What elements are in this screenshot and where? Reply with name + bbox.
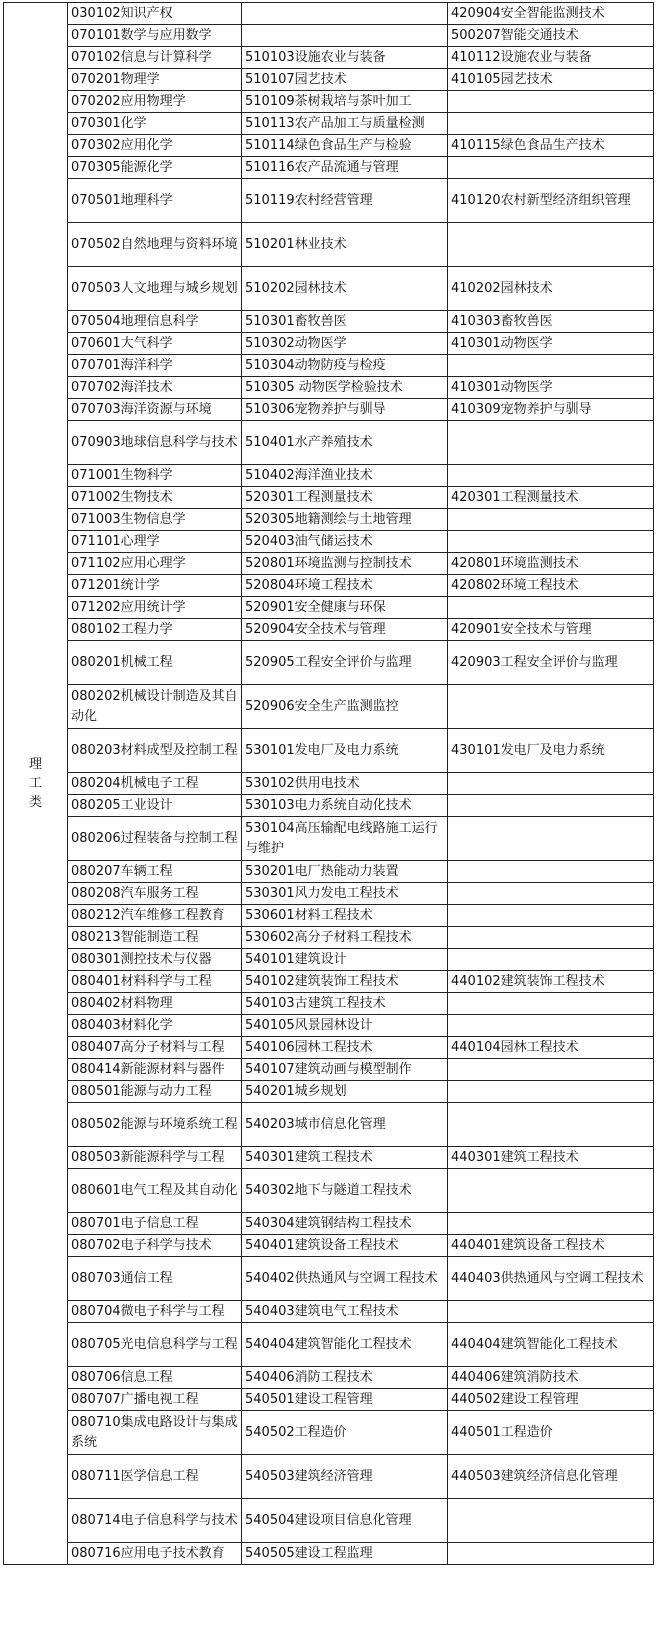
secondary-voc-cell bbox=[448, 157, 654, 179]
table-row bbox=[4, 311, 654, 333]
higher-voc-cell: 540302地下与隧道工程技术 bbox=[242, 1169, 448, 1213]
secondary-voc-cell: 420301工程测量技术 bbox=[448, 487, 654, 509]
undergrad-cell: 080201机械工程 bbox=[68, 641, 242, 685]
undergrad-cell: 080402材料物理 bbox=[68, 993, 242, 1015]
higher-voc-cell: 540404建筑智能化工程技术 bbox=[242, 1323, 448, 1367]
secondary-voc-cell: 440404建筑智能化工程技术 bbox=[448, 1323, 654, 1367]
table-row bbox=[4, 91, 654, 113]
table-row bbox=[4, 1235, 654, 1257]
undergrad-cell: 080710集成电路设计与集成系统 bbox=[68, 1411, 242, 1455]
secondary-voc-cell bbox=[448, 927, 654, 949]
secondary-voc-cell: 420801环境监测技术 bbox=[448, 553, 654, 575]
secondary-voc-cell bbox=[448, 1169, 654, 1213]
table-row bbox=[4, 905, 654, 927]
table-row bbox=[4, 1411, 654, 1455]
higher-voc-cell: 540403建筑电气工程技术 bbox=[242, 1301, 448, 1323]
higher-voc-cell: 540102建筑装饰工程技术 bbox=[242, 971, 448, 993]
higher-voc-cell: 510107园艺技术 bbox=[242, 69, 448, 91]
table-row bbox=[4, 135, 654, 157]
table-row bbox=[4, 861, 654, 883]
higher-voc-cell: 540502工程造价 bbox=[242, 1411, 448, 1455]
undergrad-cell: 080601电气工程及其自动化 bbox=[68, 1169, 242, 1213]
table-row bbox=[4, 3, 654, 25]
higher-voc-cell: 510116农产品流通与管理 bbox=[242, 157, 448, 179]
table-row bbox=[4, 113, 654, 135]
major-mapping-table bbox=[3, 2, 654, 1565]
secondary-voc-cell bbox=[448, 223, 654, 267]
undergrad-cell: 070305能源化学 bbox=[68, 157, 242, 179]
secondary-voc-cell bbox=[448, 905, 654, 927]
table-row bbox=[4, 487, 654, 509]
undergrad-cell: 080206过程装备与控制工程 bbox=[68, 817, 242, 861]
higher-voc-cell: 540101建筑设计 bbox=[242, 949, 448, 971]
undergrad-cell: 080401材料科学与工程 bbox=[68, 971, 242, 993]
secondary-voc-cell: 410309宠物养护与驯导 bbox=[448, 399, 654, 421]
higher-voc-cell: 520301工程测量技术 bbox=[242, 487, 448, 509]
secondary-voc-cell bbox=[448, 1499, 654, 1543]
secondary-voc-cell: 430101发电厂及电力系统 bbox=[448, 729, 654, 773]
undergrad-cell: 080703通信工程 bbox=[68, 1257, 242, 1301]
higher-voc-cell: 540301建筑工程技术 bbox=[242, 1147, 448, 1169]
higher-voc-cell: 540201城乡规划 bbox=[242, 1081, 448, 1103]
higher-voc-cell: 540304建筑钢结构工程技术 bbox=[242, 1213, 448, 1235]
secondary-voc-cell: 410115绿色食品生产技术 bbox=[448, 135, 654, 157]
secondary-voc-cell bbox=[448, 1103, 654, 1147]
higher-voc-cell: 520904安全技术与管理 bbox=[242, 619, 448, 641]
undergrad-cell: 070503人文地理与城乡规划 bbox=[68, 267, 242, 311]
secondary-voc-cell bbox=[448, 597, 654, 619]
undergrad-cell: 080501能源与动力工程 bbox=[68, 1081, 242, 1103]
undergrad-cell: 071002生物技术 bbox=[68, 487, 242, 509]
document-page bbox=[0, 2, 656, 1636]
undergrad-cell: 071001生物科学 bbox=[68, 465, 242, 487]
higher-voc-cell: 510306宠物养护与驯导 bbox=[242, 399, 448, 421]
undergrad-cell: 070201物理学 bbox=[68, 69, 242, 91]
higher-voc-cell: 520901安全健康与环保 bbox=[242, 597, 448, 619]
table-row bbox=[4, 399, 654, 421]
higher-voc-cell: 510304动物防疫与检疫 bbox=[242, 355, 448, 377]
secondary-voc-cell bbox=[448, 509, 654, 531]
higher-voc-cell: 510305 动物医学检验技术 bbox=[242, 377, 448, 399]
secondary-voc-cell: 500207智能交通技术 bbox=[448, 25, 654, 47]
table-row bbox=[4, 157, 654, 179]
table-row bbox=[4, 927, 654, 949]
table-row bbox=[4, 817, 654, 861]
undergrad-cell: 080102工程力学 bbox=[68, 619, 242, 641]
undergrad-cell: 080702电子科学与技术 bbox=[68, 1235, 242, 1257]
higher-voc-cell: 520804环境工程技术 bbox=[242, 575, 448, 597]
secondary-voc-cell: 410301动物医学 bbox=[448, 377, 654, 399]
table-row bbox=[4, 531, 654, 553]
table-row bbox=[4, 795, 654, 817]
category-cell bbox=[4, 3, 68, 1565]
undergrad-cell: 080205工业设计 bbox=[68, 795, 242, 817]
table-row bbox=[4, 553, 654, 575]
undergrad-cell: 070504地理信息科学 bbox=[68, 311, 242, 333]
undergrad-cell: 070101数学与应用数学 bbox=[68, 25, 242, 47]
undergrad-cell: 070903地球信息科学与技术 bbox=[68, 421, 242, 465]
undergrad-cell: 071003生物信息学 bbox=[68, 509, 242, 531]
table-row bbox=[4, 179, 654, 223]
undergrad-cell: 070702海洋技术 bbox=[68, 377, 242, 399]
undergrad-cell: 080301测控技术与仪器 bbox=[68, 949, 242, 971]
secondary-voc-cell: 410120农村新型经济组织管理 bbox=[448, 179, 654, 223]
undergrad-cell: 080213智能制造工程 bbox=[68, 927, 242, 949]
secondary-voc-cell bbox=[448, 1543, 654, 1565]
secondary-voc-cell bbox=[448, 1015, 654, 1037]
secondary-voc-cell: 440102建筑装饰工程技术 bbox=[448, 971, 654, 993]
table-row bbox=[4, 575, 654, 597]
table-row bbox=[4, 1367, 654, 1389]
table-row bbox=[4, 993, 654, 1015]
table-row bbox=[4, 1257, 654, 1301]
table-row bbox=[4, 267, 654, 311]
secondary-voc-cell bbox=[448, 355, 654, 377]
table-row bbox=[4, 1543, 654, 1565]
table-row bbox=[4, 1015, 654, 1037]
table-row bbox=[4, 223, 654, 267]
table-row bbox=[4, 641, 654, 685]
higher-voc-cell: 520801环境监测与控制技术 bbox=[242, 553, 448, 575]
undergrad-cell: 080711医学信息工程 bbox=[68, 1455, 242, 1499]
secondary-voc-cell: 420903工程安全评价与监理 bbox=[448, 641, 654, 685]
higher-voc-cell: 530104高压输配电线路施工运行与维护 bbox=[242, 817, 448, 861]
table-row bbox=[4, 1455, 654, 1499]
secondary-voc-cell bbox=[448, 1213, 654, 1235]
undergrad-cell: 071201统计学 bbox=[68, 575, 242, 597]
higher-voc-cell: 510103设施农业与装备 bbox=[242, 47, 448, 69]
secondary-voc-cell bbox=[448, 1081, 654, 1103]
higher-voc-cell: 520906安全生产监测监控 bbox=[242, 685, 448, 729]
secondary-voc-cell bbox=[448, 773, 654, 795]
higher-voc-cell: 530601材料工程技术 bbox=[242, 905, 448, 927]
secondary-voc-cell bbox=[448, 1059, 654, 1081]
secondary-voc-cell bbox=[448, 685, 654, 729]
undergrad-cell: 080407高分子材料与工程 bbox=[68, 1037, 242, 1059]
higher-voc-cell: 540203城市信息化管理 bbox=[242, 1103, 448, 1147]
secondary-voc-cell bbox=[448, 113, 654, 135]
undergrad-cell: 080706信息工程 bbox=[68, 1367, 242, 1389]
table-row bbox=[4, 465, 654, 487]
table-row bbox=[4, 773, 654, 795]
undergrad-cell: 080202机械设计制造及其自动化 bbox=[68, 685, 242, 729]
undergrad-cell: 070202应用物理学 bbox=[68, 91, 242, 113]
higher-voc-cell: 510119农村经营管理 bbox=[242, 179, 448, 223]
higher-voc-cell: 540106园林工程技术 bbox=[242, 1037, 448, 1059]
secondary-voc-cell bbox=[448, 795, 654, 817]
secondary-voc-cell: 410105园艺技术 bbox=[448, 69, 654, 91]
higher-voc-cell: 540505建设工程监理 bbox=[242, 1543, 448, 1565]
secondary-voc-cell bbox=[448, 1301, 654, 1323]
table-body bbox=[4, 3, 654, 1565]
higher-voc-cell: 530602高分子材料工程技术 bbox=[242, 927, 448, 949]
secondary-voc-cell: 410112设施农业与装备 bbox=[448, 47, 654, 69]
table-row bbox=[4, 1389, 654, 1411]
higher-voc-cell bbox=[242, 25, 448, 47]
undergrad-cell: 070501地理科学 bbox=[68, 179, 242, 223]
higher-voc-cell: 540501建设工程管理 bbox=[242, 1389, 448, 1411]
table-row bbox=[4, 421, 654, 465]
category-label: 理工类 bbox=[28, 757, 42, 810]
table-row bbox=[4, 1081, 654, 1103]
higher-voc-cell: 510202园林技术 bbox=[242, 267, 448, 311]
table-row bbox=[4, 883, 654, 905]
table-row bbox=[4, 1059, 654, 1081]
secondary-voc-cell bbox=[448, 91, 654, 113]
undergrad-cell: 080705光电信息科学与工程 bbox=[68, 1323, 242, 1367]
undergrad-cell: 080212汽车维修工程教育 bbox=[68, 905, 242, 927]
table-row bbox=[4, 1169, 654, 1213]
undergrad-cell: 070703海洋资源与环境 bbox=[68, 399, 242, 421]
table-row bbox=[4, 597, 654, 619]
table-row bbox=[4, 729, 654, 773]
higher-voc-cell: 540504建设项目信息化管理 bbox=[242, 1499, 448, 1543]
table-row bbox=[4, 949, 654, 971]
table-row bbox=[4, 1037, 654, 1059]
undergrad-cell: 070502自然地理与资料环境 bbox=[68, 223, 242, 267]
table-row bbox=[4, 377, 654, 399]
higher-voc-cell: 510302动物医学 bbox=[242, 333, 448, 355]
undergrad-cell: 080716应用电子技术教育 bbox=[68, 1543, 242, 1565]
undergrad-cell: 070701海洋科学 bbox=[68, 355, 242, 377]
table-row bbox=[4, 69, 654, 91]
table-row bbox=[4, 1147, 654, 1169]
higher-voc-cell: 530201电厂热能动力装置 bbox=[242, 861, 448, 883]
table-row bbox=[4, 509, 654, 531]
higher-voc-cell: 510113农产品加工与质量检测 bbox=[242, 113, 448, 135]
undergrad-cell: 070301化学 bbox=[68, 113, 242, 135]
higher-voc-cell: 540401建筑设备工程技术 bbox=[242, 1235, 448, 1257]
table-row bbox=[4, 685, 654, 729]
secondary-voc-cell: 410303畜牧兽医 bbox=[448, 311, 654, 333]
higher-voc-cell: 540107建筑动画与模型制作 bbox=[242, 1059, 448, 1081]
table-row bbox=[4, 1323, 654, 1367]
secondary-voc-cell: 420802环境工程技术 bbox=[448, 575, 654, 597]
secondary-voc-cell: 410202园林技术 bbox=[448, 267, 654, 311]
table-row bbox=[4, 333, 654, 355]
undergrad-cell: 080502能源与环境系统工程 bbox=[68, 1103, 242, 1147]
secondary-voc-cell: 440501工程造价 bbox=[448, 1411, 654, 1455]
table-row bbox=[4, 619, 654, 641]
higher-voc-cell: 520905工程安全评价与监理 bbox=[242, 641, 448, 685]
secondary-voc-cell bbox=[448, 993, 654, 1015]
undergrad-cell: 080203材料成型及控制工程 bbox=[68, 729, 242, 773]
higher-voc-cell: 510201林业技术 bbox=[242, 223, 448, 267]
undergrad-cell: 080714电子信息科学与技术 bbox=[68, 1499, 242, 1543]
secondary-voc-cell: 420901安全技术与管理 bbox=[448, 619, 654, 641]
secondary-voc-cell: 410301动物医学 bbox=[448, 333, 654, 355]
undergrad-cell: 070302应用化学 bbox=[68, 135, 242, 157]
undergrad-cell: 071102应用心理学 bbox=[68, 553, 242, 575]
undergrad-cell: 070102信息与计算科学 bbox=[68, 47, 242, 69]
undergrad-cell: 080701电子信息工程 bbox=[68, 1213, 242, 1235]
secondary-voc-cell bbox=[448, 883, 654, 905]
secondary-voc-cell: 440104园林工程技术 bbox=[448, 1037, 654, 1059]
undergrad-cell: 070601大气科学 bbox=[68, 333, 242, 355]
table-row bbox=[4, 355, 654, 377]
secondary-voc-cell bbox=[448, 421, 654, 465]
higher-voc-cell bbox=[242, 3, 448, 25]
undergrad-cell: 080208汽车服务工程 bbox=[68, 883, 242, 905]
secondary-voc-cell: 440403供热通风与空调工程技术 bbox=[448, 1257, 654, 1301]
higher-voc-cell: 510109茶树栽培与茶叶加工 bbox=[242, 91, 448, 113]
secondary-voc-cell bbox=[448, 949, 654, 971]
secondary-voc-cell: 440301建筑工程技术 bbox=[448, 1147, 654, 1169]
undergrad-cell: 080414新能源材料与器件 bbox=[68, 1059, 242, 1081]
higher-voc-cell: 530101发电厂及电力系统 bbox=[242, 729, 448, 773]
higher-voc-cell: 510402海洋渔业技术 bbox=[242, 465, 448, 487]
higher-voc-cell: 540105风景园林设计 bbox=[242, 1015, 448, 1037]
undergrad-cell: 030102知识产权 bbox=[68, 3, 242, 25]
secondary-voc-cell: 440503建筑经济信息化管理 bbox=[448, 1455, 654, 1499]
undergrad-cell: 071101心理学 bbox=[68, 531, 242, 553]
higher-voc-cell: 510401水产养殖技术 bbox=[242, 421, 448, 465]
secondary-voc-cell: 440502建设工程管理 bbox=[448, 1389, 654, 1411]
table-row bbox=[4, 1499, 654, 1543]
undergrad-cell: 071202应用统计学 bbox=[68, 597, 242, 619]
higher-voc-cell: 530301风力发电工程技术 bbox=[242, 883, 448, 905]
undergrad-cell: 080707广播电视工程 bbox=[68, 1389, 242, 1411]
secondary-voc-cell bbox=[448, 465, 654, 487]
higher-voc-cell: 520305地籍测绘与土地管理 bbox=[242, 509, 448, 531]
secondary-voc-cell bbox=[448, 531, 654, 553]
higher-voc-cell: 530103电力系统自动化技术 bbox=[242, 795, 448, 817]
undergrad-cell: 080704微电子科学与工程 bbox=[68, 1301, 242, 1323]
higher-voc-cell: 530102供用电技术 bbox=[242, 773, 448, 795]
undergrad-cell: 080204机械电子工程 bbox=[68, 773, 242, 795]
undergrad-cell: 080403材料化学 bbox=[68, 1015, 242, 1037]
secondary-voc-cell bbox=[448, 861, 654, 883]
secondary-voc-cell: 420904安全智能监测技术 bbox=[448, 3, 654, 25]
secondary-voc-cell: 440406建筑消防技术 bbox=[448, 1367, 654, 1389]
table-row bbox=[4, 25, 654, 47]
table-row bbox=[4, 1213, 654, 1235]
table-row bbox=[4, 1301, 654, 1323]
higher-voc-cell: 540503建筑经济管理 bbox=[242, 1455, 448, 1499]
higher-voc-cell: 540103古建筑工程技术 bbox=[242, 993, 448, 1015]
secondary-voc-cell bbox=[448, 817, 654, 861]
higher-voc-cell: 510301畜牧兽医 bbox=[242, 311, 448, 333]
secondary-voc-cell: 440401建筑设备工程技术 bbox=[448, 1235, 654, 1257]
higher-voc-cell: 540402供热通风与空调工程技术 bbox=[242, 1257, 448, 1301]
undergrad-cell: 080207车辆工程 bbox=[68, 861, 242, 883]
higher-voc-cell: 510114绿色食品生产与检验 bbox=[242, 135, 448, 157]
undergrad-cell: 080503新能源科学与工程 bbox=[68, 1147, 242, 1169]
table-row bbox=[4, 47, 654, 69]
higher-voc-cell: 520403油气储运技术 bbox=[242, 531, 448, 553]
higher-voc-cell: 540406消防工程技术 bbox=[242, 1367, 448, 1389]
table-row bbox=[4, 971, 654, 993]
table-row bbox=[4, 1103, 654, 1147]
